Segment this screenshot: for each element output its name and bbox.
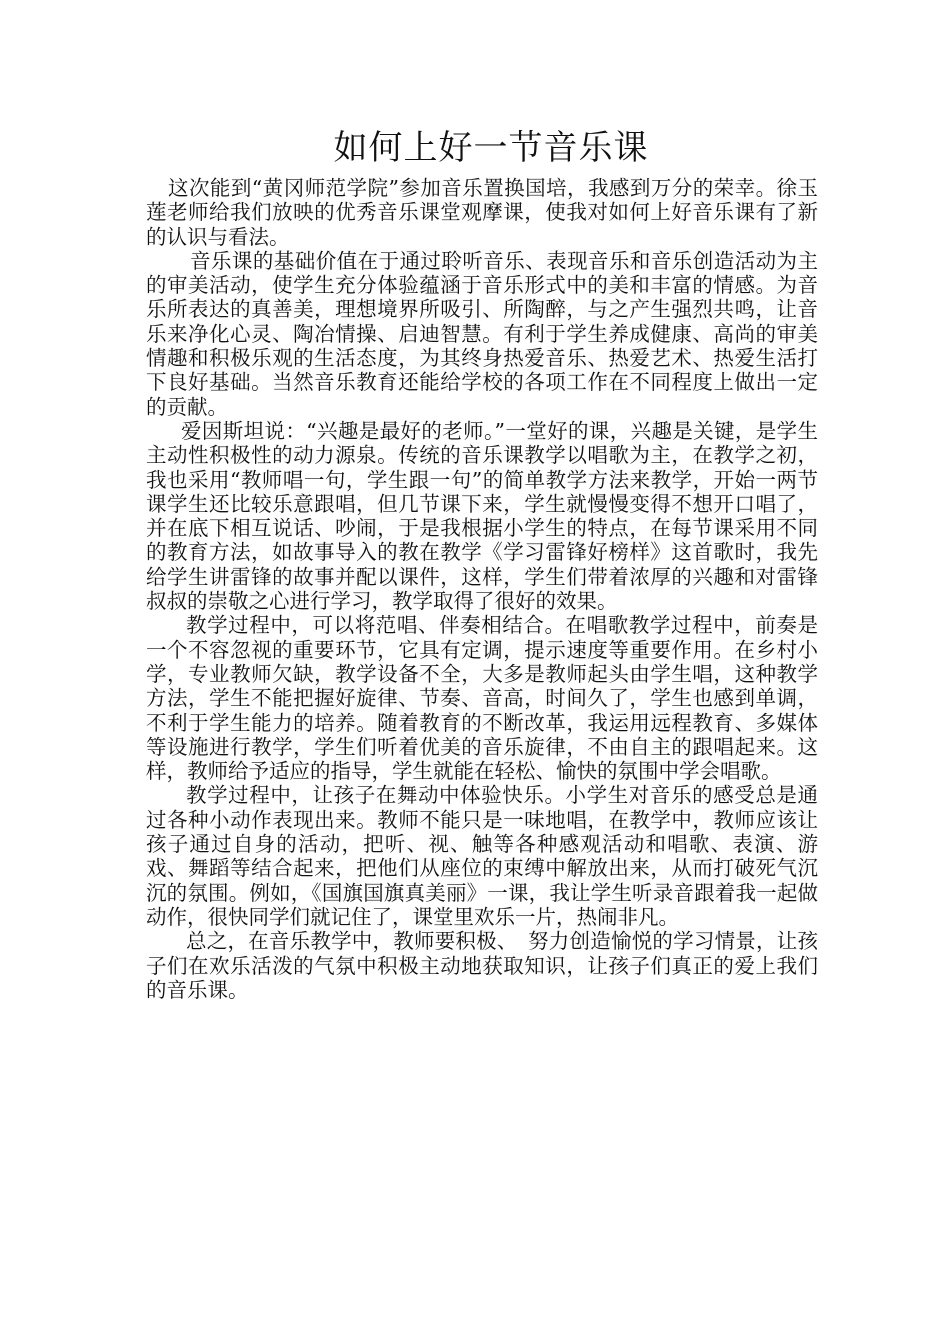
document-title: 如何上好一节音乐课 — [333, 128, 649, 168]
paragraph-conclusion: 总之，在音乐教学中，教师要积极、 努力创造愉悦的学习情景，让孩子们在欢乐活泼的气氛中积极主动地获取知识，让孩子们真正的爱上我们的音乐课。 — [146, 929, 818, 1002]
document-body — [146, 176, 818, 1002]
paragraph-dance: 教学过程中，让孩子在舞动中体验快乐。小学生对音乐的感受总是通过各种小动作表现出来。教师不能只是一味地唱，在教学中，教师应该让孩子通过自身的活动，把听、视、触等各种感观活动和唱歌、表演、游戏、舞蹈等结合起来，把他们从座位的束缚中解放出来，从而打破死气沉沉的氛围。例如，《国旗国旗真美丽》一课，我让学生听录音跟着我一起做动作，很快同学们就记住了，课堂里欢乐一片，热闹非凡。 — [146, 783, 818, 929]
paragraph-interest: 爱因斯坦说：“兴趣是最好的老师。”一堂好的课，兴趣是关键，是学生主动性积极性的动力源泉。传统的音乐课教学以唱歌为主，在教学之初，我也采用“教师唱一句，学生跟一句”的简单教学方法来教学，开始一两节课学生还比较乐意跟唱，但几节课下来，学生就慢慢变得不想开口唱了，并在底下相互说话、吵闹，于是我根据小学生的特点，在每节课采用不同的教育方法，如故事导入的教在教学《学习雷锋好榜样》这首歌时，我先给学生讲雷锋的故事并配以课件，这样，学生们带着浓厚的兴趣和对雷锋叔叔的崇敬之心进行学习，教学取得了很好的效果。 — [146, 418, 818, 614]
paragraph-intro: 这次能到“黄冈师范学院”参加音乐置换国培，我感到万分的荣幸。徐玉莲老师给我们放映的优秀音乐课堂观摩课，使我对如何上好音乐课有了新的认识与看法。 — [146, 176, 818, 249]
paragraph-value: 音乐课的基础价值在于通过聆听音乐、表现音乐和音乐创造活动为主的审美活动，使学生充分体验蕴涵于音乐形式中的美和丰富的情感。为音乐所表达的真善美，理想境界所吸引、所陶醉，与之产生强烈共鸣，让音乐来净化心灵、陶冶情操、启迪智慧。有利于学生养成健康、高尚的审美情趣和积极乐观的生活态度，为其终身热爱音乐、热爱艺术、热爱生活打下良好基础。当然音乐教育还能给学校的各项工作在不同程度上做出一定的贡献。 — [146, 248, 818, 419]
paragraph-accompaniment: 教学过程中，可以将范唱、伴奏相结合。在唱歌教学过程中，前奏是一个不容忽视的重要环节，它具有定调，提示速度等重要作用。在乡村小学，专业教师欠缺，教学设备不全，大多是教师起头由学生唱，这种教学方法，学生不能把握好旋律、节奏、音高，时间久了，学生也感到单调，不利于学生能力的培养。随着教育的不断改革，我运用远程教育、多媒体等设施进行教学，学生们听着优美的音乐旋律，不由自主的跟唱起来。这样，教师给予适应的指导，学生就能在轻松、愉快的氛围中学会唱歌。 — [146, 613, 818, 784]
